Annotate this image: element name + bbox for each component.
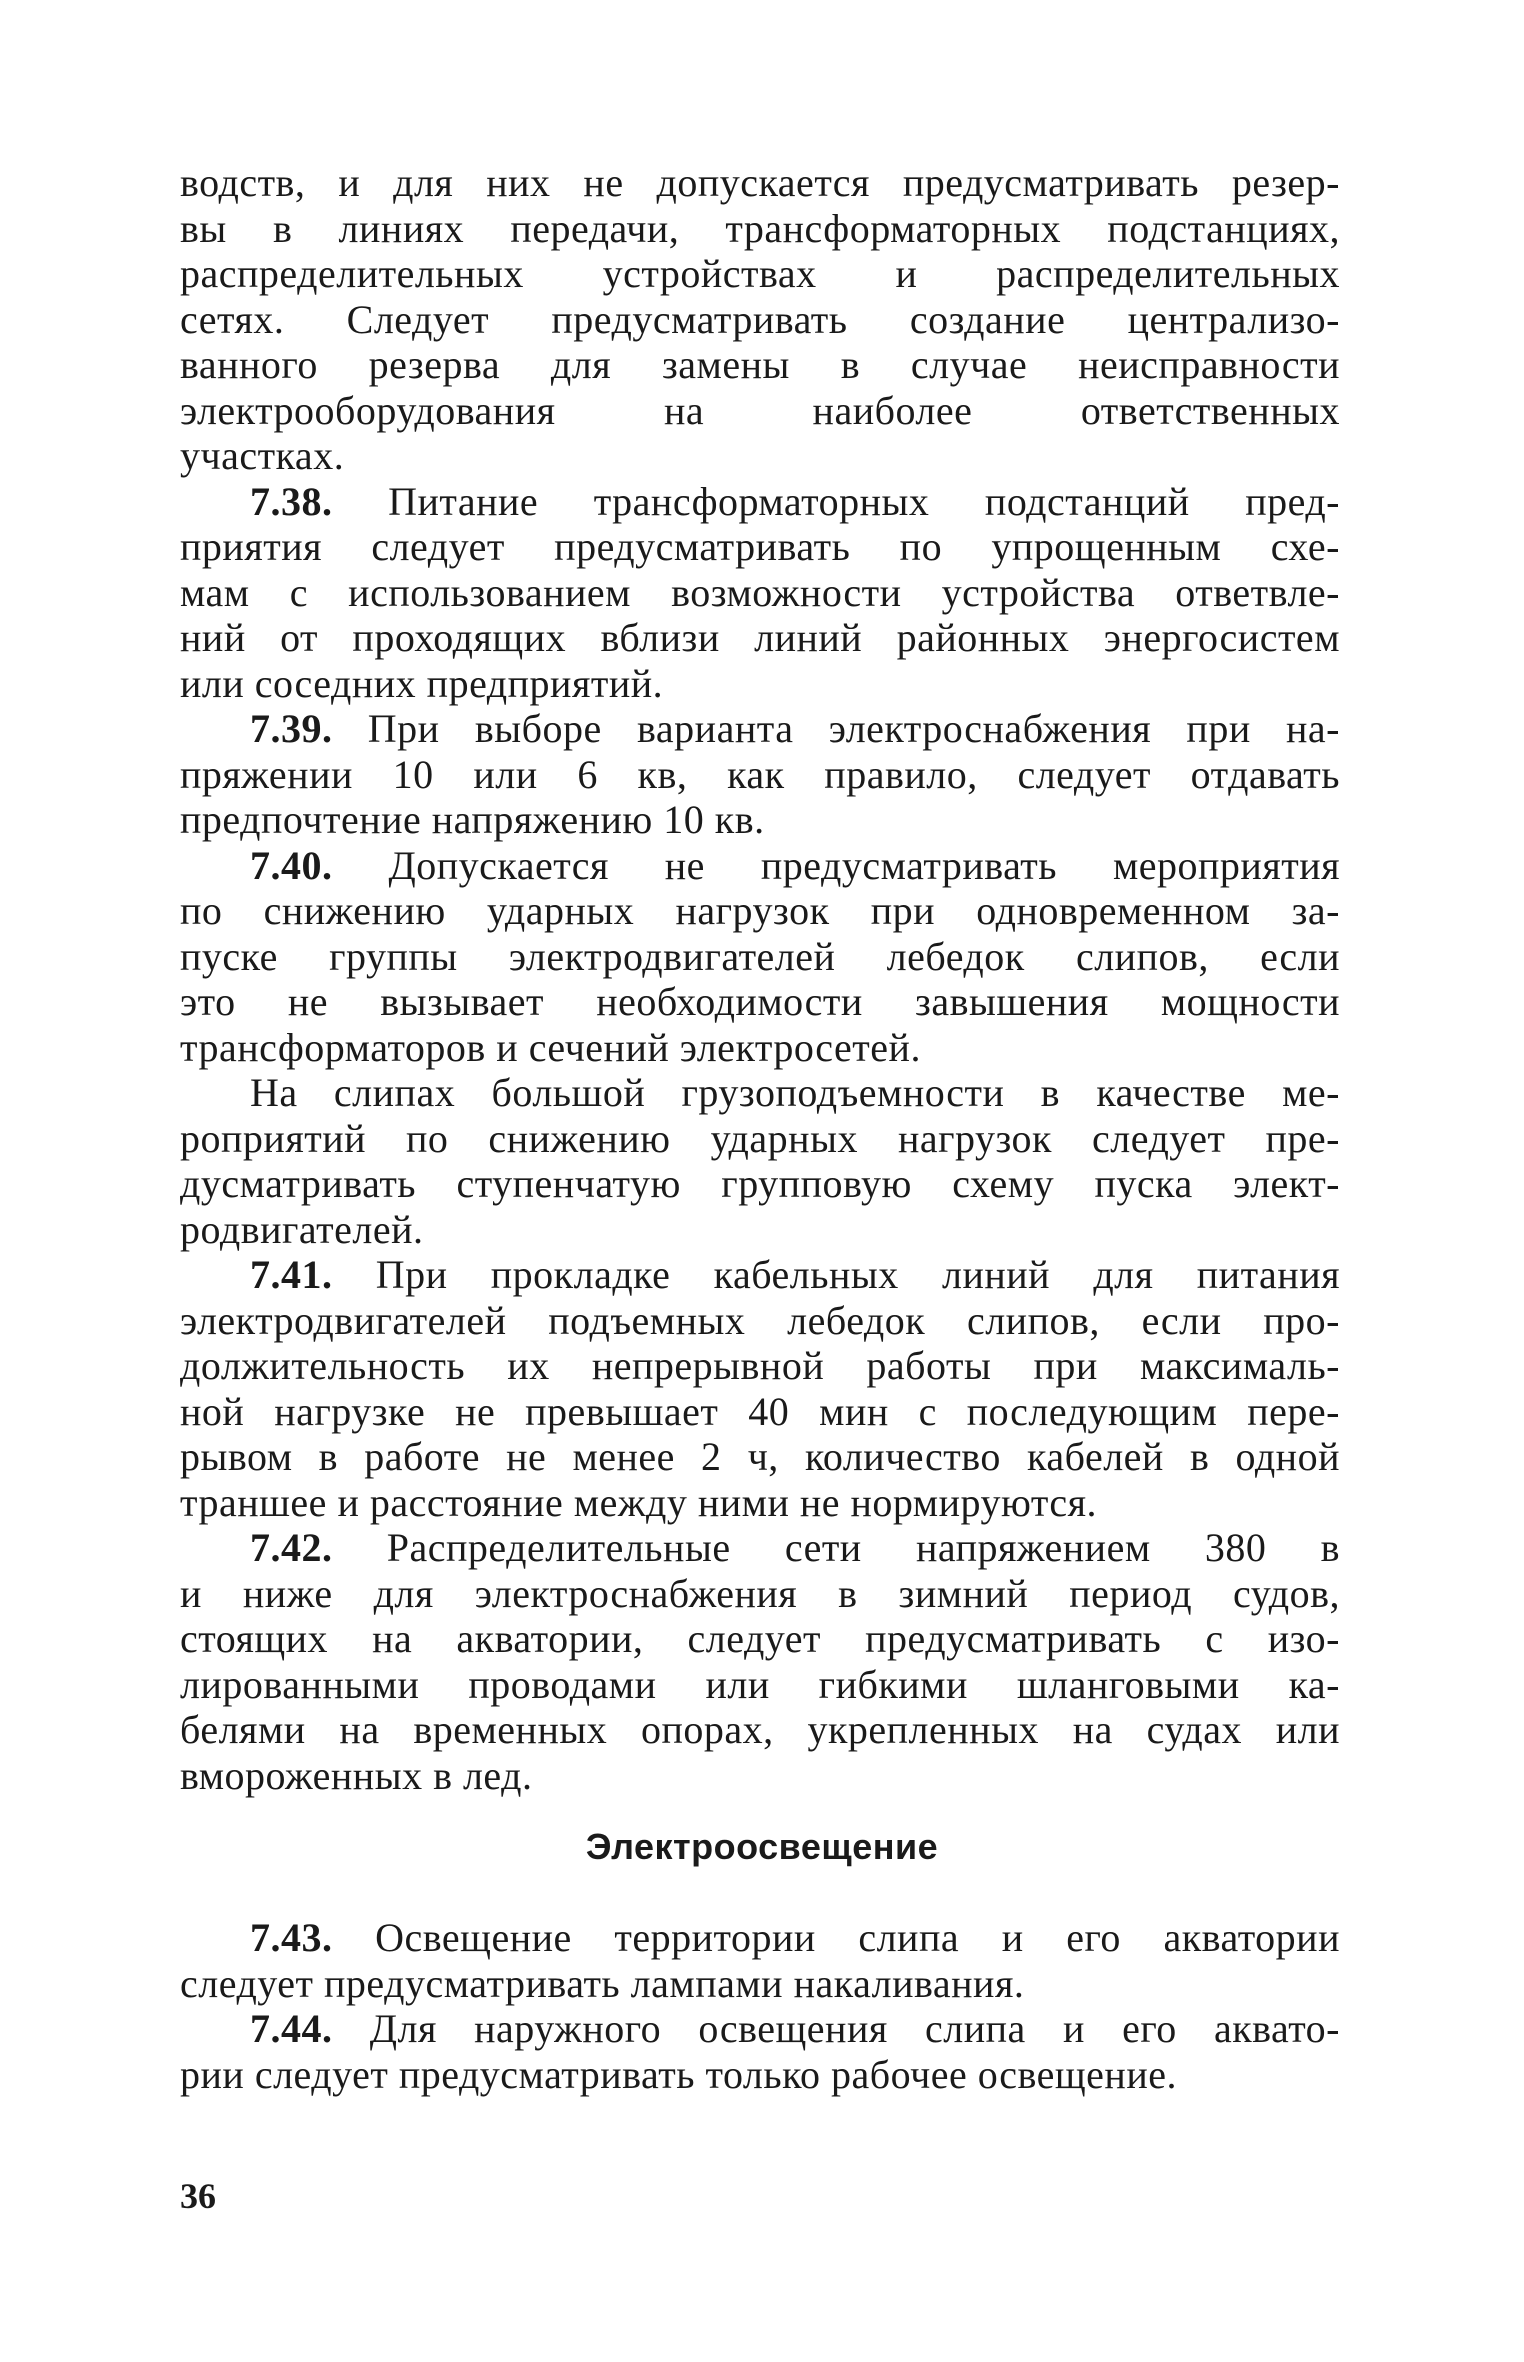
clause-number: 7.43. [250,1915,333,1960]
text-line: сетях. Следует предусматривать создание централизо- [180,296,1340,342]
text-line: родвигателей. [180,1206,424,1252]
text-line: рии следует предусматривать только рабочее освещение. [180,2051,1177,2097]
text-line: При прокладке кабельных линий для питания [375,1252,1341,1297]
text-line: пряжении 10 или 6 кв, как правило, следует отдавать [180,751,1340,797]
text-line: водств, и для них не допускается предусматривать резер- [180,160,1340,205]
text-line: роприятий по снижению ударных нагрузок следует пре- [180,1115,1340,1161]
clause-number: 7.44. [250,2006,333,2051]
text-line: пуске группы электродвигателей лебедок слипов, если [180,933,1340,979]
text-line: Для наружного освещения слипа и его аквато- [369,2006,1341,2051]
text-line: рывом в работе не менее 2 ч, количество кабелей в одной [180,1434,1340,1479]
text-line: по снижению ударных нагрузок при одновременном за- [180,888,1340,933]
section-heading: Электроосвещение [585,1826,939,1867]
text-line: трансформаторов и сечений электросетей. [180,1024,921,1070]
text-line: вы в линиях передачи, трансформаторных подстанциях, [180,205,1340,251]
text-line: Допускается не предусматривать мероприятия [388,842,1341,888]
text-line: участках. [180,433,345,478]
text-line: и ниже для электроснабжения в зимний период судов, [180,1570,1340,1616]
text-line: белями на временных опорах, укрепленных на судах или [180,1707,1340,1752]
text-line: лированными проводами или гибкими шланговыми ка- [180,1661,1340,1707]
text-line: ной нагрузке не превышает 40 мин с последующим пере- [180,1388,1340,1434]
text-line: Распределительные сети напряжением 380 в [386,1525,1341,1570]
paragraph-7-38-first-line [180,479,1340,525]
paragraph-7-44-first-line [180,2006,1340,2052]
clause-number: 7.41. [250,1252,333,1297]
text-line: электродвигателей подъемных лебедок слипов, если про- [180,1297,1340,1343]
clause-number: 7.40. [250,842,333,888]
text-line: стоящих на акватории, следует предусматривать с изо- [180,1616,1340,1661]
text-line: При выборе варианта электроснабжения при на- [367,706,1340,751]
clause-number: 7.38. [250,478,333,524]
text-line: дусматривать ступенчатую групповую схему пуска элект- [180,1161,1340,1206]
text-line: это не вызывает необходимости завышения мощности [180,979,1340,1024]
text-line: Питание трансформаторных подстанций пред- [388,478,1340,524]
page-number: 36 [180,2176,216,2216]
text-line: или соседних предприятий. [180,660,664,706]
paragraph-7-39-first-line [180,706,1340,752]
text-line: электрооборудования на наиболее ответственных [180,387,1340,433]
paragraph-7-42-first-line [180,1525,1340,1571]
text-line: предпочтение напряжению 10 кв. [180,797,765,842]
paragraph-7-41-first-line [180,1252,1340,1298]
text-line: мам с использованием возможности устройства ответвле- [180,569,1340,615]
paragraph-7-40-first-line [180,843,1340,889]
body-text-section-2 [180,1915,1340,2097]
text-line: На слипах большой грузоподъемности в качестве ме- [250,1070,1340,1115]
text-line: траншее и расстояние между ними не нормируются. [180,1479,1097,1525]
paragraph-7-43-first-line [180,1915,1340,1961]
clause-number: 7.39. [250,706,333,751]
clause-number: 7.42. [250,1525,333,1570]
body-text [180,160,1340,1798]
text-line: ванного резерва для замены в случае неисправности [180,342,1340,387]
text-line: ний от проходящих вблизи линий районных энергосистем [180,615,1340,660]
text-line: вмороженных в лед. [180,1752,533,1798]
text-line: должительность их непрерывной работы при максималь- [180,1343,1340,1388]
text-line: Освещение территории слипа и его акватории [375,1915,1340,1960]
text-line: распределительных устройствах и распределительных [180,251,1340,296]
text-line: приятия следует предусматривать по упрощенным схе- [180,524,1340,569]
text-line: следует предусматривать лампами накаливания. [180,1960,1025,2006]
